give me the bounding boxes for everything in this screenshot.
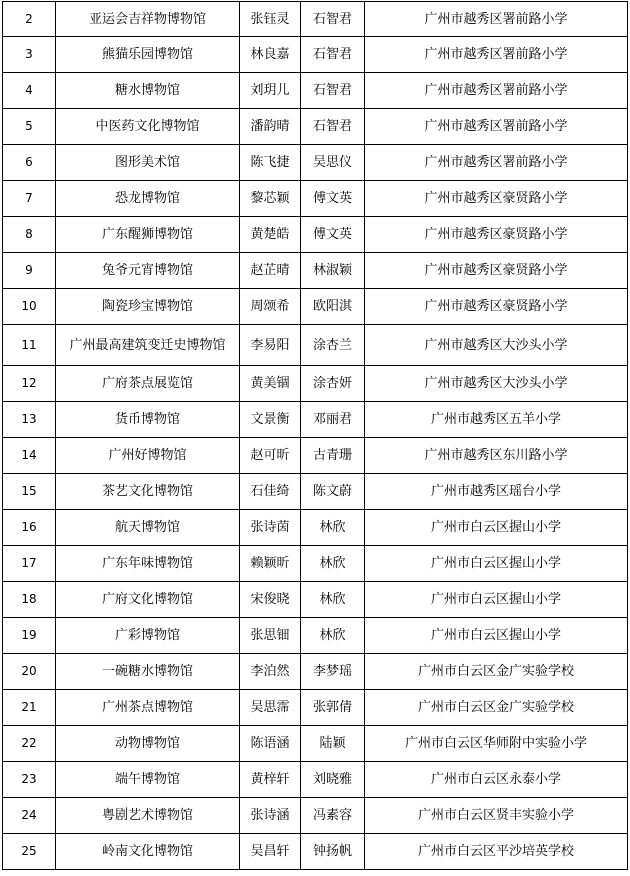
museum-name-cell: 粤剧艺术博物馆 [56, 798, 240, 834]
row-number-cell: 11 [3, 325, 56, 366]
table-row [3, 181, 628, 217]
museum-name-cell: 熊猫乐园博物馆 [56, 37, 240, 73]
museum-name-cell: 糖水博物馆 [56, 73, 240, 109]
row-number-cell: 13 [3, 402, 56, 438]
teacher-name-cell: 冯素容 [301, 798, 365, 834]
museum-name-cell: 岭南文化博物馆 [56, 834, 240, 870]
table-row [3, 474, 628, 510]
school-name-cell: 广州市越秀区五羊小学 [365, 402, 628, 438]
row-number-cell: 23 [3, 762, 56, 798]
teacher-name-cell: 石智君 [301, 109, 365, 145]
student-name-cell: 林良嘉 [240, 37, 301, 73]
teacher-name-cell: 古青珊 [301, 438, 365, 474]
museum-name-cell: 中医药文化博物馆 [56, 109, 240, 145]
school-name-cell: 广州市越秀区署前路小学 [365, 2, 628, 37]
teacher-name-cell: 刘晓雅 [301, 762, 365, 798]
school-name-cell: 广州市越秀区署前路小学 [365, 145, 628, 181]
teacher-name-cell: 石智君 [301, 2, 365, 37]
school-name-cell: 广州市白云区贤丰实验小学 [365, 798, 628, 834]
teacher-name-cell: 钟扬帆 [301, 834, 365, 870]
museum-name-cell: 广州茶点博物馆 [56, 690, 240, 726]
teacher-name-cell: 陈文蔚 [301, 474, 365, 510]
teacher-name-cell: 傅文英 [301, 217, 365, 253]
row-number-cell: 16 [3, 510, 56, 546]
row-number-cell: 21 [3, 690, 56, 726]
student-name-cell: 李易阳 [240, 325, 301, 366]
table-row [3, 73, 628, 109]
teacher-name-cell: 李梦瑶 [301, 654, 365, 690]
student-name-cell: 文景衡 [240, 402, 301, 438]
student-name-cell: 赵芷晴 [240, 253, 301, 289]
school-name-cell: 广州市越秀区豪贤路小学 [365, 253, 628, 289]
table-row [3, 618, 628, 654]
row-number-cell: 9 [3, 253, 56, 289]
table-row [3, 109, 628, 145]
museum-name-cell: 亚运会吉祥物博物馆 [56, 2, 240, 37]
student-name-cell: 吴昌轩 [240, 834, 301, 870]
row-number-cell: 24 [3, 798, 56, 834]
museum-name-cell: 端午博物馆 [56, 762, 240, 798]
row-number-cell: 12 [3, 366, 56, 402]
row-number-cell: 6 [3, 145, 56, 181]
teacher-name-cell: 傅文英 [301, 181, 365, 217]
row-number-cell: 14 [3, 438, 56, 474]
row-number-cell: 25 [3, 834, 56, 870]
table-row [3, 546, 628, 582]
student-name-cell: 吴思霈 [240, 690, 301, 726]
school-name-cell: 广州市越秀区署前路小学 [365, 109, 628, 145]
student-name-cell: 黄楚皓 [240, 217, 301, 253]
museum-name-cell: 广州好博物馆 [56, 438, 240, 474]
table-row [3, 402, 628, 438]
row-number-cell: 18 [3, 582, 56, 618]
table-row [3, 366, 628, 402]
row-number-cell: 10 [3, 289, 56, 325]
student-name-cell: 陈语涵 [240, 726, 301, 762]
student-name-cell: 李泊然 [240, 654, 301, 690]
museum-name-cell: 广东年味博物馆 [56, 546, 240, 582]
table-row [3, 2, 628, 37]
table-row [3, 798, 628, 834]
student-name-cell: 黎芯颖 [240, 181, 301, 217]
table-row [3, 510, 628, 546]
row-number-cell: 7 [3, 181, 56, 217]
school-name-cell: 广州市越秀区瑶台小学 [365, 474, 628, 510]
row-number-cell: 20 [3, 654, 56, 690]
museum-name-cell: 茶艺文化博物馆 [56, 474, 240, 510]
student-name-cell: 张钰灵 [240, 2, 301, 37]
student-name-cell: 陈飞捷 [240, 145, 301, 181]
teacher-name-cell: 林欣 [301, 618, 365, 654]
row-number-cell: 8 [3, 217, 56, 253]
school-name-cell: 广州市白云区握山小学 [365, 618, 628, 654]
student-name-cell: 石佳绮 [240, 474, 301, 510]
table-row [3, 289, 628, 325]
table-row [3, 217, 628, 253]
table-row [3, 253, 628, 289]
row-number-cell: 22 [3, 726, 56, 762]
school-name-cell: 广州市越秀区豪贤路小学 [365, 289, 628, 325]
school-name-cell: 广州市越秀区大沙头小学 [365, 325, 628, 366]
teacher-name-cell: 涂杏兰 [301, 325, 365, 366]
school-name-cell: 广州市越秀区东川路小学 [365, 438, 628, 474]
table-row [3, 145, 628, 181]
table-row [3, 37, 628, 73]
school-name-cell: 广州市白云区握山小学 [365, 546, 628, 582]
school-name-cell: 广州市白云区握山小学 [365, 582, 628, 618]
teacher-name-cell: 林淑颖 [301, 253, 365, 289]
teacher-name-cell: 陆颖 [301, 726, 365, 762]
school-name-cell: 广州市越秀区大沙头小学 [365, 366, 628, 402]
table-row [3, 726, 628, 762]
museum-name-cell: 广东醒狮博物馆 [56, 217, 240, 253]
row-number-cell: 19 [3, 618, 56, 654]
school-name-cell: 广州市白云区永泰小学 [365, 762, 628, 798]
student-name-cell: 张思钿 [240, 618, 301, 654]
teacher-name-cell: 张郭倩 [301, 690, 365, 726]
school-name-cell: 广州市越秀区署前路小学 [365, 37, 628, 73]
school-name-cell: 广州市白云区握山小学 [365, 510, 628, 546]
teacher-name-cell: 林欣 [301, 510, 365, 546]
teacher-name-cell: 涂杏妍 [301, 366, 365, 402]
student-name-cell: 潘韵晴 [240, 109, 301, 145]
museum-name-cell: 动物博物馆 [56, 726, 240, 762]
row-number-cell: 4 [3, 73, 56, 109]
museum-name-cell: 广府茶点展览馆 [56, 366, 240, 402]
school-name-cell: 广州市越秀区豪贤路小学 [365, 181, 628, 217]
entries-table-body [3, 2, 628, 870]
row-number-cell: 5 [3, 109, 56, 145]
teacher-name-cell: 林欣 [301, 546, 365, 582]
student-name-cell: 周颂希 [240, 289, 301, 325]
school-name-cell: 广州市白云区华师附中实验小学 [365, 726, 628, 762]
school-name-cell: 广州市白云区金广实验学校 [365, 690, 628, 726]
school-name-cell: 广州市越秀区豪贤路小学 [365, 217, 628, 253]
row-number-cell: 3 [3, 37, 56, 73]
student-name-cell: 宋俊晓 [240, 582, 301, 618]
table-row [3, 654, 628, 690]
museum-name-cell: 陶瓷珍宝博物馆 [56, 289, 240, 325]
teacher-name-cell: 石智君 [301, 37, 365, 73]
teacher-name-cell: 欧阳淇 [301, 289, 365, 325]
row-number-cell: 15 [3, 474, 56, 510]
student-name-cell: 张诗茵 [240, 510, 301, 546]
student-name-cell: 刘玥儿 [240, 73, 301, 109]
museum-name-cell: 广州最高建筑变迁史博物馆 [56, 325, 240, 366]
museum-name-cell: 兔爷元宵博物馆 [56, 253, 240, 289]
student-name-cell: 黄梓轩 [240, 762, 301, 798]
table-row [3, 834, 628, 870]
teacher-name-cell: 林欣 [301, 582, 365, 618]
entries-table [2, 1, 628, 870]
museum-name-cell: 图形美术馆 [56, 145, 240, 181]
school-name-cell: 广州市越秀区署前路小学 [365, 73, 628, 109]
table-row [3, 582, 628, 618]
school-name-cell: 广州市白云区金广实验学校 [365, 654, 628, 690]
table-row [3, 325, 628, 366]
student-name-cell: 黄美锢 [240, 366, 301, 402]
school-name-cell: 广州市白云区平沙培英学校 [365, 834, 628, 870]
museum-name-cell: 航天博物馆 [56, 510, 240, 546]
museum-name-cell: 一碗糖水博物馆 [56, 654, 240, 690]
student-name-cell: 张诗涵 [240, 798, 301, 834]
student-name-cell: 赖颖昕 [240, 546, 301, 582]
row-number-cell: 2 [3, 2, 56, 37]
teacher-name-cell: 石智君 [301, 73, 365, 109]
row-number-cell: 17 [3, 546, 56, 582]
museum-name-cell: 恐龙博物馆 [56, 181, 240, 217]
museum-name-cell: 广彩博物馆 [56, 618, 240, 654]
teacher-name-cell: 邓丽君 [301, 402, 365, 438]
table-row [3, 762, 628, 798]
museum-name-cell: 货币博物馆 [56, 402, 240, 438]
student-name-cell: 赵可昕 [240, 438, 301, 474]
teacher-name-cell: 吴思仪 [301, 145, 365, 181]
museum-name-cell: 广府文化博物馆 [56, 582, 240, 618]
table-row [3, 690, 628, 726]
table-row [3, 438, 628, 474]
